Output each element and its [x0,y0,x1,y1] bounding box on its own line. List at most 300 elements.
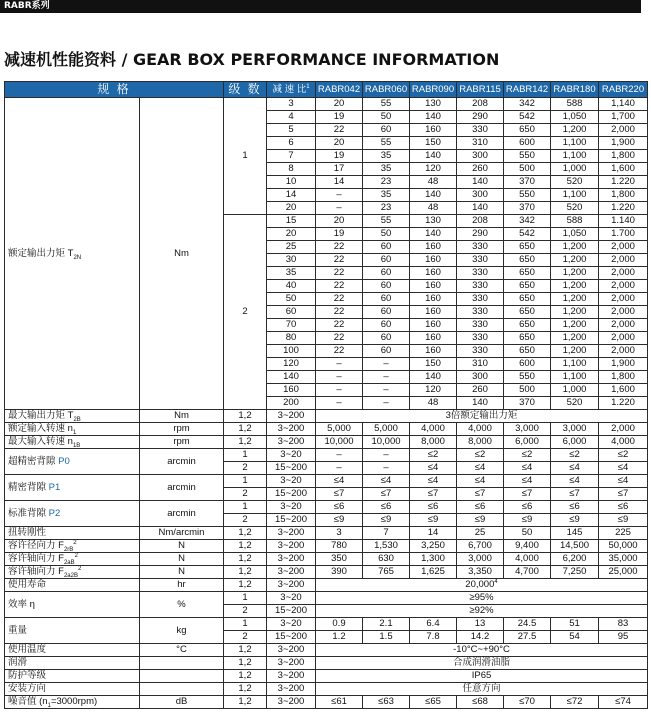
value-cell: 120 [410,384,457,397]
table-row-backlash_p2 [5,501,648,514]
value-cell: 588 [551,215,599,228]
header-ratio: 减 速 比$^1$ [267,82,316,98]
row-label: 安装方向 [5,683,140,696]
value-cell: – [316,462,363,475]
value-cell: 1,800 [599,150,648,163]
value-cell: 3,250 [410,540,457,553]
value-cell: 160 [410,319,457,332]
table-row-axial1 [5,553,648,566]
header-rabr180: RABR180 [551,82,599,98]
value-cell: 630 [363,553,410,566]
value-cell: 1,625 [410,566,457,579]
value-cell: 140 [410,371,457,384]
value-cell: 1,600 [599,384,648,397]
value-cell: ≤9 [363,514,410,527]
stage-cell: 2 [224,514,267,527]
value-cell: 35 [363,189,410,202]
value-cell: ≤2 [551,449,599,462]
ratio-cell: 3~200 [267,657,316,670]
value-cell: 7 [363,527,410,540]
value-cell: ≤4 [457,475,504,488]
value-cell: 22 [316,319,363,332]
merged-note: 合成润滑油脂 [316,657,648,670]
value-cell: 2,000 [599,345,648,358]
value-cell: 51 [551,618,599,631]
ratio-cell: 15~200 [267,488,316,501]
value-cell: 3,000 [504,423,551,436]
value-cell: – [363,371,410,384]
merged-note: ≥92% [316,605,648,618]
value-cell: 300 [457,150,504,163]
stage-cell: 1,2 [224,683,267,696]
ratio-cell: 3~20 [267,501,316,514]
value-cell: 342 [504,98,551,111]
row-label: 使用寿命 [5,579,140,592]
table-row-noise [5,696,648,709]
stage-cell: 1,2 [224,670,267,683]
table-row-rated_speed [5,423,648,436]
row-unit: N [140,553,224,566]
row-label: 额定输入转速 $n_1$ [5,423,140,436]
value-cell: 14 [316,176,363,189]
stage-cell: 1 [224,98,267,215]
value-cell: 1,100 [551,137,599,150]
value-cell: – [363,384,410,397]
value-cell: ≤61 [316,696,363,709]
ratio-cell: 3~200 [267,436,316,449]
value-cell: 22 [316,241,363,254]
value-cell: 48 [410,202,457,215]
value-cell: ≤65 [410,696,457,709]
value-cell: 4,700 [504,566,551,579]
value-cell: 8,000 [457,436,504,449]
value-cell: ≤9 [551,514,599,527]
stage-cell: 1,2 [224,527,267,540]
row-unit: arcmin [140,501,224,527]
value-cell: 2,000 [599,306,648,319]
value-cell: 342 [504,215,551,228]
row-label: 容许径向力 $F_{2rB}^2$ [5,540,140,553]
header-rabr042: RABR042 [316,82,363,98]
row-unit: rpm [140,423,224,436]
value-cell: 542 [504,111,551,124]
ratio-cell: 15~200 [267,514,316,527]
table-row-rigidity [5,527,648,540]
row-label: 标准背隙 P2 [5,501,140,527]
value-cell: 550 [504,189,551,202]
value-cell: 1,900 [599,137,648,150]
ratio-cell: 15~200 [267,631,316,644]
value-cell: 20 [316,137,363,150]
value-cell: 290 [457,111,504,124]
row-unit: Nm/arcmin [140,527,224,540]
value-cell: 3,000 [457,553,504,566]
value-cell: 650 [504,306,551,319]
value-cell: – [316,189,363,202]
value-cell: 1.220 [599,202,648,215]
value-cell: 650 [504,332,551,345]
row-unit: hr [140,579,224,592]
ratio-cell: 3~20 [267,592,316,605]
value-cell: 140 [410,228,457,241]
value-cell: 60 [363,267,410,280]
value-cell: 140 [410,189,457,202]
value-cell: 1.700 [599,228,648,241]
value-cell: ≤2 [457,449,504,462]
value-cell: 130 [410,98,457,111]
row-unit: arcmin [140,475,224,501]
stage-cell: 1,2 [224,644,267,657]
stage-cell: 1 [224,592,267,605]
value-cell: 330 [457,124,504,137]
value-cell: – [316,371,363,384]
ratio-cell: 15~200 [267,605,316,618]
value-cell: ≤6 [410,501,457,514]
row-unit: Nm [140,98,224,410]
value-cell: 4,000 [457,423,504,436]
value-cell: 2,000 [599,124,648,137]
value-cell: 50 [363,228,410,241]
value-cell: 650 [504,345,551,358]
value-cell: 650 [504,241,551,254]
value-cell: 330 [457,280,504,293]
value-cell: 160 [410,124,457,137]
row-unit: Nm [140,410,224,423]
value-cell: 160 [410,332,457,345]
value-cell: 330 [457,319,504,332]
value-cell: 140 [457,397,504,410]
value-cell: 330 [457,254,504,267]
ratio-cell: 3~200 [267,579,316,592]
value-cell: ≤7 [316,488,363,501]
value-cell: ≤4 [316,475,363,488]
value-cell: ≤2 [599,449,648,462]
merged-note: -10°C~+90°C [316,644,648,657]
value-cell: 22 [316,280,363,293]
header-spec: 规 格 [5,82,224,98]
ratio-cell: 35 [267,267,316,280]
ratio-cell: 4 [267,111,316,124]
value-cell: ≤6 [363,501,410,514]
value-cell: 7,250 [551,566,599,579]
value-cell: 2,000 [599,423,648,436]
ratio-cell: 3 [267,98,316,111]
value-cell: 60 [363,293,410,306]
value-cell: 2.1 [363,618,410,631]
value-cell: 330 [457,306,504,319]
value-cell: 22 [316,124,363,137]
value-cell: ≤6 [457,501,504,514]
value-cell: 22 [316,293,363,306]
value-cell: 5,000 [363,423,410,436]
ratio-cell: 3~20 [267,618,316,631]
value-cell: 1,200 [551,124,599,137]
table-row-max_speed [5,436,648,449]
row-unit: rpm [140,436,224,449]
value-cell: 1,800 [599,189,648,202]
value-cell: ≤4 [551,475,599,488]
header-stage: 级 数 [224,82,267,98]
value-cell: 1,530 [363,540,410,553]
value-cell: ≤4 [363,475,410,488]
value-cell: 2,000 [599,319,648,332]
value-cell: 4,000 [410,423,457,436]
stage-cell: 1,2 [224,566,267,579]
value-cell: 370 [504,397,551,410]
value-cell: 23 [363,176,410,189]
ratio-cell: 14 [267,189,316,202]
stage-cell: 1 [224,449,267,462]
value-cell: 160 [410,345,457,358]
stage-cell: 2 [224,215,267,410]
value-cell: 1,200 [551,306,599,319]
ratio-cell: 3~200 [267,423,316,436]
value-cell: 60 [363,124,410,137]
row-unit [140,657,224,670]
value-cell: 19 [316,111,363,124]
value-cell: 1.220 [599,176,648,189]
value-cell: 520 [551,397,599,410]
value-cell: 1,050 [551,228,599,241]
table-row-axial2 [5,566,648,579]
value-cell: ≤4 [504,462,551,475]
value-cell: 48 [410,397,457,410]
value-cell: 14 [410,527,457,540]
value-cell: 650 [504,293,551,306]
value-cell: 23 [363,202,410,215]
value-cell: 55 [363,215,410,228]
value-cell: 6,000 [504,436,551,449]
value-cell: 650 [504,267,551,280]
value-cell: 1,200 [551,293,599,306]
ratio-cell: 140 [267,371,316,384]
value-cell: 10,000 [363,436,410,449]
value-cell: ≤7 [410,488,457,501]
table-row-life [5,579,648,592]
value-cell: 390 [316,566,363,579]
stage-cell: 1,2 [224,540,267,553]
value-cell: 588 [551,98,599,111]
row-unit [140,670,224,683]
value-cell: 650 [504,124,551,137]
value-cell: 22 [316,345,363,358]
ratio-cell: 3~20 [267,449,316,462]
value-cell: 48 [410,176,457,189]
value-cell: 330 [457,332,504,345]
value-cell: 10,000 [316,436,363,449]
table-header-row [5,82,648,98]
value-cell: 300 [457,371,504,384]
value-cell: – [363,358,410,371]
ratio-cell: 7 [267,150,316,163]
value-cell: 50 [504,527,551,540]
series-label: RABR系列 [4,1,50,11]
value-cell: ≤4 [551,462,599,475]
merged-note: IP65 [316,670,648,683]
stage-cell: 2 [224,605,267,618]
value-cell: 650 [504,280,551,293]
value-cell: 14,500 [551,540,599,553]
ratio-cell: 3~200 [267,540,316,553]
value-cell: 765 [363,566,410,579]
table-row-protection [5,670,648,683]
row-label: 防护等级 [5,670,140,683]
ratio-cell: 10 [267,176,316,189]
value-cell: 310 [457,358,504,371]
value-cell: 24.5 [504,618,551,631]
value-cell: 1,900 [599,358,648,371]
value-cell: 6,000 [551,436,599,449]
value-cell: 520 [551,202,599,215]
value-cell: – [316,384,363,397]
row-unit: N [140,566,224,579]
value-cell: 1.2 [316,631,363,644]
value-cell: 35 [363,150,410,163]
row-unit: dB [140,696,224,709]
ratio-cell: 3~200 [267,553,316,566]
stage-cell: 1,2 [224,436,267,449]
ratio-cell: 3~200 [267,527,316,540]
value-cell: 1,100 [551,358,599,371]
value-cell: ≤63 [363,696,410,709]
value-cell: 1,100 [551,371,599,384]
value-cell: 2,000 [599,293,648,306]
value-cell: 22 [316,254,363,267]
value-cell: 310 [457,137,504,150]
value-cell: 120 [410,163,457,176]
ratio-cell: 40 [267,280,316,293]
value-cell: – [363,397,410,410]
value-cell: ≤7 [457,488,504,501]
value-cell: 542 [504,228,551,241]
header-rabr142: RABR142 [504,82,551,98]
value-cell: 520 [551,176,599,189]
value-cell: ≤4 [410,475,457,488]
value-cell: 2,000 [599,267,648,280]
value-cell: 19 [316,228,363,241]
row-label: 容许轴向力 $F_{2aB}^2$ [5,553,140,566]
value-cell: 500 [504,384,551,397]
value-cell: ≤4 [410,462,457,475]
row-label: 超精密背隙 P0 [5,449,140,475]
table-row-backlash_p1 [5,475,648,488]
row-label: 噪音值 $(n_1=3000rpm)$ [5,696,140,709]
value-cell: 330 [457,267,504,280]
stage-cell: 1 [224,618,267,631]
table-row-radial [5,540,648,553]
value-cell: 2,000 [599,332,648,345]
value-cell: – [363,462,410,475]
header-rabr090: RABR090 [410,82,457,98]
value-cell: 160 [410,306,457,319]
value-cell: ≤2 [504,449,551,462]
value-cell: ≤6 [551,501,599,514]
value-cell: ≤74 [599,696,648,709]
value-cell: – [316,358,363,371]
value-cell: 55 [363,137,410,150]
row-label: 容许轴向力 $F_{2a2B}^2$ [5,566,140,579]
row-label: 最大输入转速 $n_{1B}$ [5,436,140,449]
ratio-cell: 3~20 [267,475,316,488]
value-cell: 25,000 [599,566,648,579]
ratio-cell: 3~200 [267,410,316,423]
value-cell: 500 [504,163,551,176]
table-row-lubrication [5,657,648,670]
value-cell: – [363,449,410,462]
value-cell: 330 [457,241,504,254]
value-cell: 22 [316,332,363,345]
value-cell: 22 [316,267,363,280]
table-body [5,98,648,709]
ratio-cell: 5 [267,124,316,137]
value-cell: 1,000 [551,163,599,176]
value-cell: 650 [504,319,551,332]
value-cell: 50 [363,111,410,124]
value-cell: – [316,202,363,215]
table-row-mounting [5,683,648,696]
value-cell: ≤6 [599,501,648,514]
stage-cell: 1,2 [224,553,267,566]
header-rabr115: RABR115 [457,82,504,98]
row-label: 润滑 [5,657,140,670]
value-cell: ≤9 [599,514,648,527]
ratio-cell: 120 [267,358,316,371]
ratio-cell: 15 [267,215,316,228]
value-cell: 83 [599,618,648,631]
value-cell: 260 [457,384,504,397]
value-cell: 150 [410,137,457,150]
ratio-cell: 20 [267,202,316,215]
value-cell: 1,200 [551,332,599,345]
table-row-backlash_p0 [5,449,648,462]
header-rabr220: RABR220 [599,82,648,98]
value-cell: 1,100 [551,189,599,202]
ratio-cell: 200 [267,397,316,410]
table-row-temperature [5,644,648,657]
value-cell: 60 [363,241,410,254]
row-label: 最大输出力矩 $T_{2B}$ [5,410,140,423]
value-cell: 0.9 [316,618,363,631]
value-cell: 550 [504,150,551,163]
value-cell: 5,000 [316,423,363,436]
value-cell: 1,600 [599,163,648,176]
value-cell: ≤68 [457,696,504,709]
value-cell: 3 [316,527,363,540]
value-cell: 54 [551,631,599,644]
ratio-cell: 3~200 [267,683,316,696]
ratio-cell: 70 [267,319,316,332]
value-cell: ≤7 [504,488,551,501]
value-cell: 1.140 [599,215,648,228]
row-label-rated-torque: 额定输出力矩 $T_{2N}$ [5,98,140,410]
value-cell: 19 [316,150,363,163]
ratio-cell: 3~200 [267,566,316,579]
stage-cell: 1,2 [224,657,267,670]
value-cell: 1,800 [599,371,648,384]
value-cell: 600 [504,358,551,371]
value-cell: 160 [410,280,457,293]
ratio-cell: 160 [267,384,316,397]
value-cell: ≤7 [599,488,648,501]
value-cell: 2,000 [599,241,648,254]
value-cell: 20 [316,98,363,111]
row-unit [140,683,224,696]
row-label: 重量 [5,618,140,644]
merged-note: 20,000$^4$ [316,579,648,592]
value-cell: ≤4 [457,462,504,475]
merged-note: 任意方向 [316,683,648,696]
row-label: 效率 η [5,592,140,618]
